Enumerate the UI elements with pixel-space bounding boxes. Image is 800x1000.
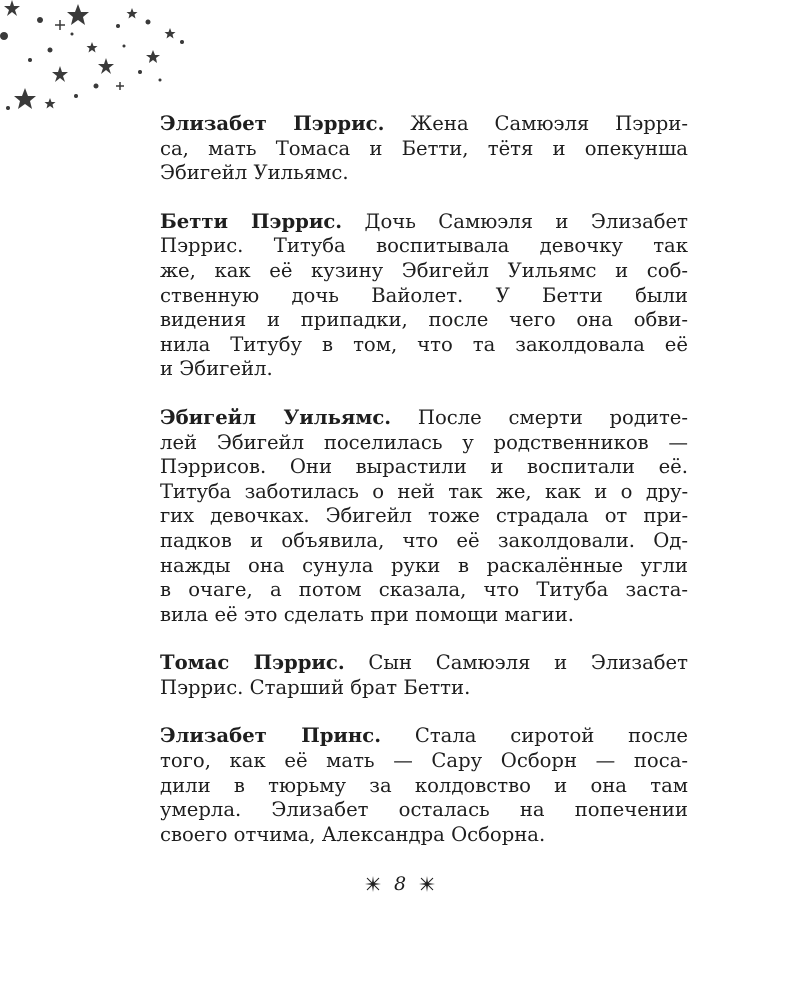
text-line: нила Титубу в том, что та заколдовала её (160, 332, 688, 356)
character-name: Эбигейл Уильямс. (160, 405, 392, 429)
character-name: Томас Пэррис. (160, 651, 345, 675)
text-line: видения и припадки, после чего она обви- (160, 308, 688, 332)
sparkle-icon (364, 875, 382, 893)
text-line: Бетти Пэррис. Дочь Самюэля и Элизабет (160, 209, 688, 233)
page-number: 8 (393, 873, 407, 895)
text-line: падков и объявила, что её заколдовали. Од- (160, 528, 688, 552)
text-line: лей Эбигейл поселилась у родственников — (160, 430, 688, 454)
text-line: Эбигейл Уильямс. (160, 161, 349, 185)
character-name: Элизабет Пэррис. (160, 112, 385, 135)
character-entry (160, 406, 688, 627)
text-line: Элизабет Принс. Стала сиротой после (160, 724, 688, 748)
text-line: в очаге, а потом сказала, что Титуба заста- (160, 578, 688, 602)
character-entry (160, 651, 688, 700)
text-line: гих девочках. Эбигейл тоже страдала от при- (160, 504, 688, 528)
page-body (160, 112, 688, 871)
sparkle-icon (418, 875, 436, 893)
character-entry (160, 210, 688, 382)
text-line: Пэррис. Старший брат Бетти. (160, 675, 471, 699)
stars-cluster-icon (0, 0, 200, 130)
text-line: умерла. Элизабет осталась на попечении (160, 798, 688, 822)
character-name: Бетти Пэррис. (160, 209, 343, 233)
text-line: Пэррисов. Они вырастили и воспитали её. (160, 455, 688, 479)
page-footer (0, 873, 800, 895)
text-line: ственную дочь Вайолет. У Бетти были (160, 283, 688, 307)
character-name: Элизабет Принс. (160, 724, 382, 748)
text-line: Элизабет Пэррис. Жена Самюэля Пэрри- (160, 112, 688, 135)
text-line: дили в тюрьму за колдовство и она там (160, 773, 688, 797)
text-line: са, мать Томаса и Бетти, тётя и опекунша (160, 136, 688, 160)
text-line: вила её это сделать при помощи магии. (160, 602, 575, 626)
text-line: же, как её кузину Эбигейл Уильямс и соб- (160, 258, 688, 282)
text-line: Пэррис. Титуба воспитывала девочку так (160, 234, 688, 258)
text-line: своего отчима, Александра Осборна. (160, 822, 546, 846)
character-entry (160, 112, 688, 186)
text-line: Томас Пэррис. Сын Самюэля и Элизабет (160, 651, 688, 675)
text-line: нажды она сунула руки в раскалённые угли (160, 553, 688, 577)
text-line: Эбигейл Уильямс. После смерти родите- (160, 405, 689, 429)
text-line: того, как её мать — Сару Осборн — поса- (160, 749, 688, 773)
text-line: и Эбигейл. (160, 357, 273, 381)
character-entry (160, 724, 688, 847)
text-line: Титуба заботилась о ней так же, как и о дру- (160, 479, 688, 503)
